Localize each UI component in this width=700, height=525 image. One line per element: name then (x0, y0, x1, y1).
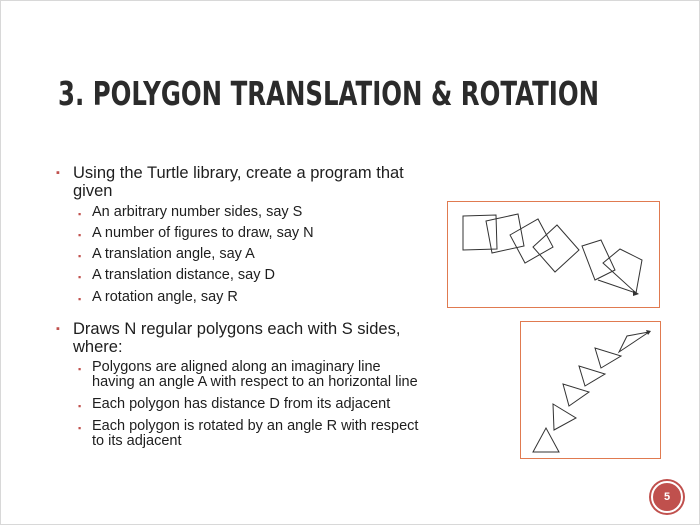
sub-bullet-marker: ▪ (78, 209, 82, 219)
sub-bullet-line1: Polygons are aligned along an imaginary line (92, 359, 381, 375)
sub-bullet-line1: Each polygon has distance D from its adjacent (92, 396, 391, 412)
rotated-squares-icon (448, 202, 659, 307)
sub-bullet-marker: ▪ (78, 230, 82, 240)
sub-bullet-text: A translation angle, say A (92, 246, 255, 262)
sub-bullet-marker: ▪ (78, 423, 82, 433)
bullet-2-line1: Draws N regular polygons each with S sides, (73, 320, 401, 338)
sub-bullet-marker: ▪ (78, 401, 82, 411)
bullet-marker: ▪ (56, 167, 60, 179)
bullet-1-line1: Using the Turtle library, create a program that (73, 164, 404, 182)
sub-bullet-text: An arbitrary number sides, say S (92, 204, 303, 220)
bullet-2-line2: where: (73, 338, 123, 356)
bullet-marker: ▪ (56, 323, 60, 335)
sub-bullet-text: A number of figures to draw, say N (92, 225, 314, 241)
sub-bullet-text: A translation distance, say D (92, 267, 275, 283)
sub-bullet-marker: ▪ (78, 251, 82, 261)
sub-bullet-marker: ▪ (78, 272, 82, 282)
sub-bullet-marker: ▪ (78, 364, 82, 374)
slide-title: 3. POLYGON TRANSLATION & ROTATION (58, 74, 600, 113)
page-number-badge: 5 (651, 481, 683, 513)
bullet-1-line2: given (73, 182, 113, 200)
sub-bullet-marker: ▪ (78, 294, 82, 304)
sub-bullet-line2: having an angle A with respect to an horizontal line (92, 374, 418, 390)
sub-bullet-text: A rotation angle, say R (92, 289, 238, 305)
triangles-figure-box (520, 321, 661, 459)
squares-figure-box (447, 201, 660, 308)
sub-bullet-line1: Each polygon is rotated by an angle R with respect (92, 418, 419, 434)
sub-bullet-line2: to its adjacent (92, 433, 182, 449)
rotated-triangles-icon (521, 322, 660, 458)
